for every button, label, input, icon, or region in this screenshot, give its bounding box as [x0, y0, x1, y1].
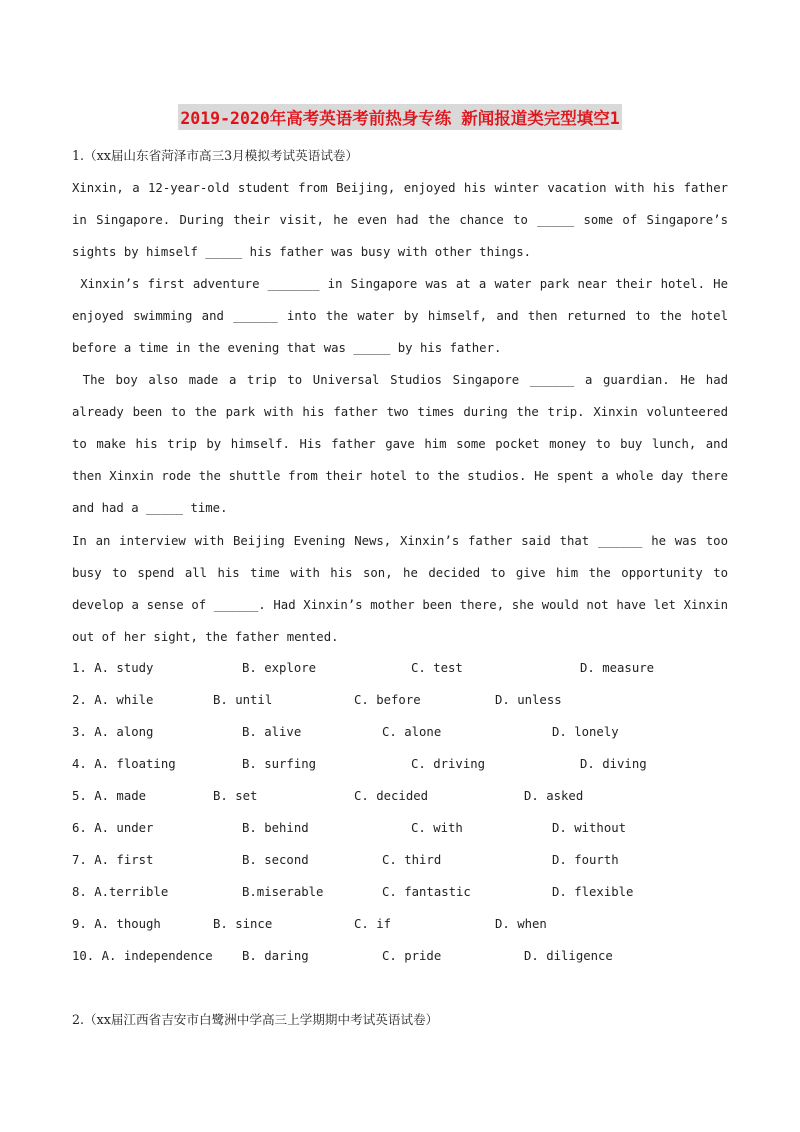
option-row [72, 684, 728, 716]
option-a: 9. A. though [72, 917, 161, 931]
option-row [72, 780, 728, 812]
option-b: B.miserable [242, 885, 324, 899]
option-b: B. explore [242, 661, 317, 675]
option-d: D. lonely [552, 725, 619, 739]
option-c: C. test [411, 661, 463, 675]
option-d: D. measure [580, 661, 655, 675]
option-b: B. second [242, 853, 309, 867]
option-row [72, 716, 728, 748]
option-b: B. until [213, 693, 273, 707]
option-row [72, 844, 728, 876]
q1-paragraph-3: The boy also made a trip to Universal Studios Singapore ______ a guardian. He had already been to the park with his father two times during the trip. Xinxin volunteered to make his trip by himself. His father gave him some pocket money to buy lunch, and then Xinxin rode the shuttle from their hotel to the studios. He spent a whole day there and had a _____ time. [72, 373, 736, 515]
option-a: 3. A. along [72, 725, 154, 739]
option-c: C. fantastic [382, 885, 471, 899]
option-row [72, 812, 728, 844]
option-d: D. when [495, 917, 547, 931]
option-d: D. diligence [524, 949, 613, 963]
option-row [72, 748, 728, 780]
option-b: B. since [213, 917, 273, 931]
option-a: 7. A. first [72, 853, 154, 867]
option-c: C. decided [354, 789, 429, 803]
option-d: D. diving [580, 757, 647, 771]
option-b: B. daring [242, 949, 309, 963]
option-d: D. fourth [552, 853, 619, 867]
option-b: B. alive [242, 725, 302, 739]
q1-source: 1.（xx届山东省菏泽市高三3月模拟考试英语试卷） [72, 148, 359, 163]
q1-paragraph-2: Xinxin’s first adventure _______ in Singapore was at a water park near their hotel. He enjoyed swimming and ______ into the water by himself, and then returned to the hotel before a time in the evening that was _____ by his father. [72, 277, 736, 355]
option-c: C. with [411, 821, 463, 835]
option-row [72, 908, 728, 940]
title-container [0, 104, 800, 130]
option-d: D. flexible [552, 885, 634, 899]
option-c: C. before [354, 693, 421, 707]
option-row [72, 940, 728, 972]
option-c: C. pride [382, 949, 442, 963]
option-b: B. behind [242, 821, 309, 835]
option-d: D. asked [524, 789, 584, 803]
q2-source: 2.（xx届江西省吉安市白鹭洲中学高三上学期期中考试英语试卷） [72, 1012, 439, 1027]
option-a: 2. A. while [72, 693, 154, 707]
option-a: 10. A. independence [72, 949, 213, 963]
q1-paragraph-4: In an interview with Beijing Evening News, Xinxin’s father said that ______ he was too busy to spend all his time with his son, he decided to give him the opportunity to develop a sense of ______. Had Xinxin’s mother been there, she would not have let Xinxin out of her sight, the father mented. [72, 534, 736, 644]
option-d: D. without [552, 821, 627, 835]
option-c: C. driving [411, 757, 486, 771]
option-c: C. if [354, 917, 392, 931]
option-b: B. surfing [242, 757, 317, 771]
option-c: C. third [382, 853, 442, 867]
document-title: 2019-2020年高考英语考前热身专练 新闻报道类完型填空1 [178, 104, 621, 130]
option-b: B. set [213, 789, 258, 803]
option-a: 5. A. made [72, 789, 147, 803]
option-row [72, 652, 728, 684]
option-c: C. alone [382, 725, 442, 739]
option-d: D. unless [495, 693, 562, 707]
option-a: 8. A.terrible [72, 885, 169, 899]
q1-paragraph-1: Xinxin, a 12-year-old student from Beijing, enjoyed his winter vacation with his father in Singapore. During their visit, he even had the chance to _____ some of Singapore’s sights by himself _____ his father was busy with other things. [72, 181, 736, 259]
option-a: 6. A. under [72, 821, 154, 835]
option-a: 1. A. study [72, 661, 154, 675]
option-a: 4. A. floating [72, 757, 176, 771]
option-row [72, 876, 728, 908]
